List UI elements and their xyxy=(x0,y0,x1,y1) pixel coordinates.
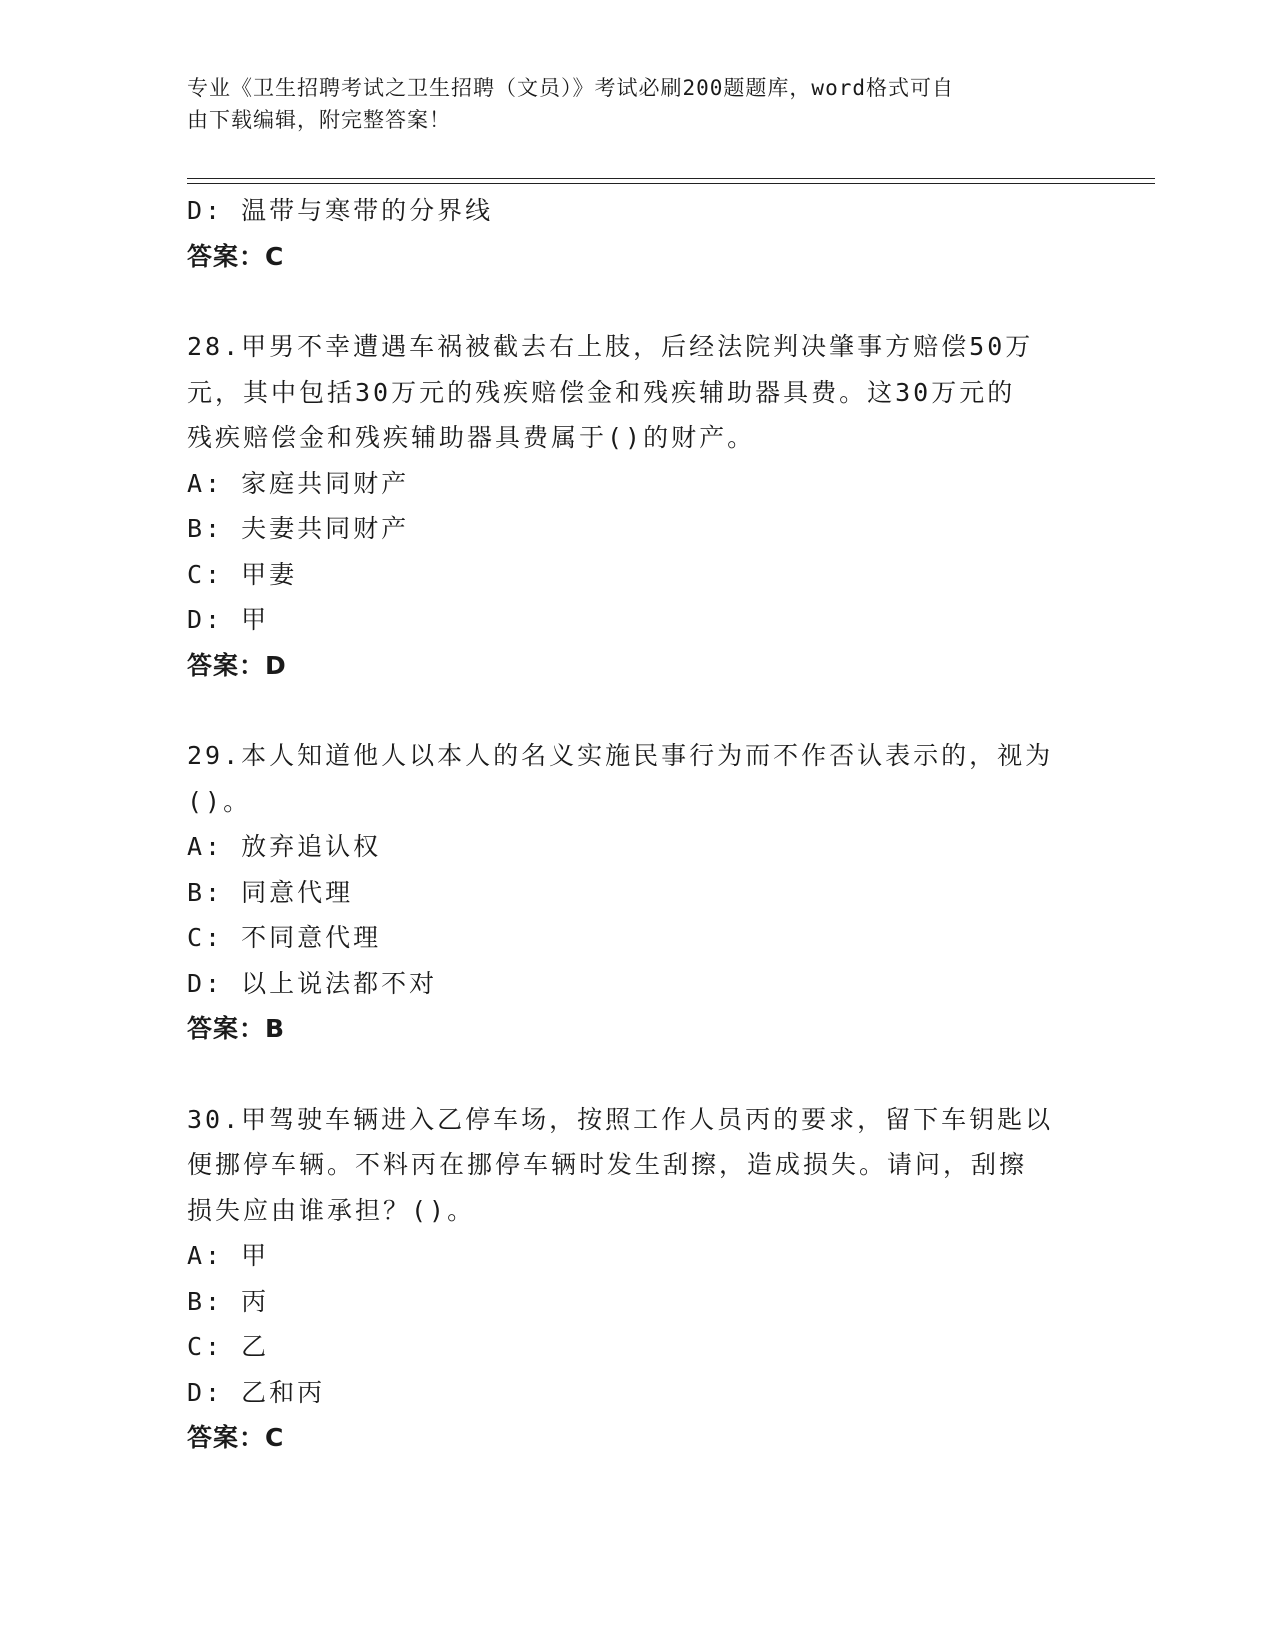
question-stem: ()。 xyxy=(187,786,252,816)
option-d: D: 乙和丙 xyxy=(187,1377,326,1407)
header-line-1: 专业《卫生招聘考试之卫生招聘（文员）》考试必刷200题题库，word格式可自 xyxy=(187,76,954,100)
question-28 xyxy=(187,324,1067,688)
option-b: B: 夫妻共同财产 xyxy=(187,514,410,543)
answer: 答案：C xyxy=(187,241,285,271)
option-c: C: 乙 xyxy=(187,1332,270,1361)
spacer xyxy=(187,1052,1067,1097)
document-header xyxy=(187,72,1067,136)
question-29 xyxy=(187,733,1067,1052)
question-30 xyxy=(187,1097,1067,1461)
question-27-tail xyxy=(187,188,1067,279)
option-b: B: 同意代理 xyxy=(187,877,354,907)
option-a: A: 家庭共同财产 xyxy=(187,468,410,498)
question-list xyxy=(187,188,1067,1461)
answer: 答案：C xyxy=(187,1423,285,1452)
question-stem: 30.甲驾驶车辆进入乙停车场，按照工作人员丙的要求，留下车钥匙以 xyxy=(187,1104,1054,1134)
question-stem: 元，其中包括30万元的残疾赔偿金和残疾辅助器具费。这30万元的 xyxy=(187,377,1016,407)
header-rule-bottom xyxy=(187,183,1155,184)
option-b: B: 丙 xyxy=(187,1286,270,1316)
question-stem: 29.本人知道他人以本人的名义实施民事行为而不作否认表示的，视为 xyxy=(187,741,1054,770)
header-rule-top xyxy=(187,178,1155,179)
option-d: D: 温带与寒带的分界线 xyxy=(187,196,494,225)
spacer xyxy=(187,688,1067,733)
option-d: D: 以上说法都不对 xyxy=(187,968,438,998)
spacer xyxy=(187,279,1067,324)
answer: 答案：B xyxy=(187,1014,286,1043)
question-stem: 残疾赔偿金和残疾辅助器具费属于()的财产。 xyxy=(187,423,756,452)
question-stem: 28.甲男不幸遭遇车祸被截去右上肢，后经法院判决肇事方赔偿50万 xyxy=(187,332,1034,361)
option-c: C: 不同意代理 xyxy=(187,923,382,952)
option-d: D: 甲 xyxy=(187,605,270,634)
option-c: C: 甲妻 xyxy=(187,559,298,589)
option-a: A: 甲 xyxy=(187,1241,270,1270)
option-a: A: 放弃追认权 xyxy=(187,832,382,861)
header-line-2: 由下载编辑，附完整答案！ xyxy=(187,108,451,132)
question-stem: 损失应由谁承担？()。 xyxy=(187,1195,476,1225)
answer: 答案：D xyxy=(187,650,287,680)
question-stem: 便挪停车辆。不料丙在挪停车辆时发生刮擦，造成损失。请问，刮擦 xyxy=(187,1150,1028,1179)
